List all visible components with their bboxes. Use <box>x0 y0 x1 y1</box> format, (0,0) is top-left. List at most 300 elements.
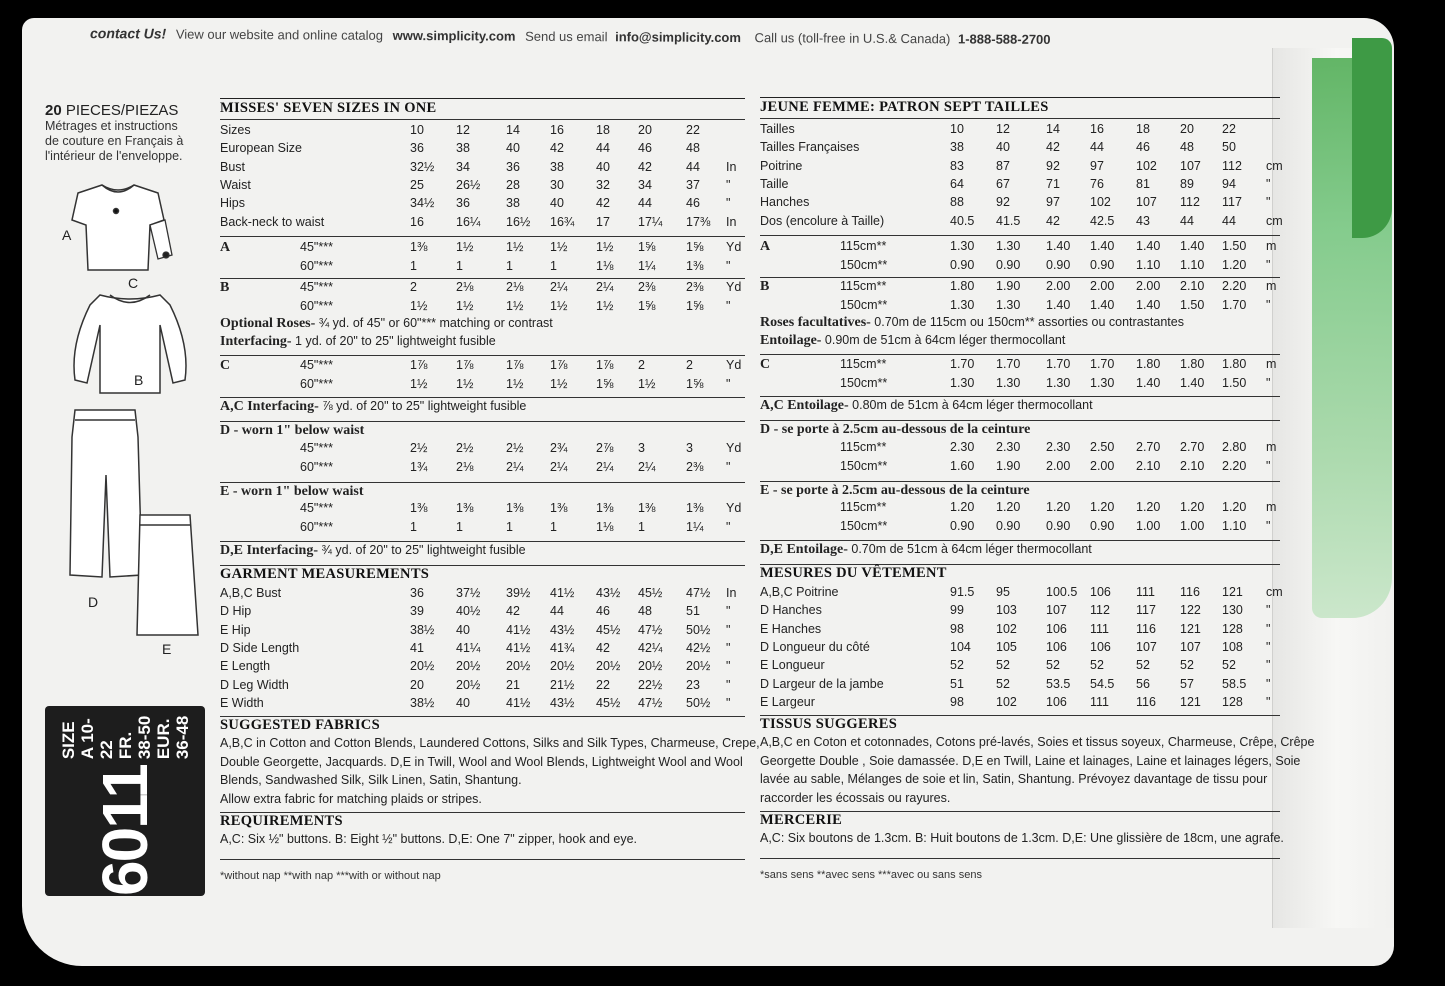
en-yardage-c-unit: " <box>726 376 731 391</box>
fr-yardage-b-cell: 1.40 <box>1090 297 1115 312</box>
fr-garment-cell: 106 <box>1090 585 1111 599</box>
fr-yardage-c-cell: 1.70 <box>950 357 975 371</box>
fr-sizes-cell: 43 <box>1136 213 1150 228</box>
en-garment-unit: " <box>726 604 731 619</box>
en-garment-cell: 21½ <box>550 677 575 692</box>
en-garment-unit: " <box>726 640 731 655</box>
view-label-e: E <box>162 641 172 657</box>
fr-garment-row <box>760 585 1300 603</box>
en-yardage-d-cell: 2⅜ <box>686 459 704 474</box>
fr-yardage-e-cell: 1.20 <box>1090 500 1115 514</box>
en-sizes-row <box>220 160 760 178</box>
fr-sizes-cell: 87 <box>996 158 1010 173</box>
fr-sizes-cell: 20 <box>1180 122 1194 136</box>
fr-yardage-d-cell: 2.50 <box>1090 440 1115 454</box>
fr-yardage-a-row <box>760 258 1300 276</box>
fr-yardage-a-unit: m <box>1266 239 1277 253</box>
email-link[interactable]: info@simplicity.com <box>615 29 742 46</box>
fr-sizes-cell: 14 <box>1046 122 1060 136</box>
fr-garment-cell: 102 <box>996 694 1017 709</box>
fr-garment-cell: 116 <box>1136 621 1156 636</box>
fr-garment-cell: 102 <box>996 621 1017 636</box>
fr-title: JEUNE FEMME: PATRON SEPT TAILLES <box>760 97 1280 116</box>
fr-sizes-cell: 92 <box>996 195 1010 210</box>
fr-d-heading: D - se porte à 2.5cm au-dessous de la ceinture <box>760 422 1031 437</box>
fr-gm-heading: MESURES DU VÊTEMENT <box>760 565 947 581</box>
fr-yardage-d-cell: 2.10 <box>1180 458 1205 473</box>
en-garment-cell: 39 <box>410 604 424 619</box>
fr-sizes-cell: 76 <box>1090 176 1104 191</box>
fr-yardage-d-cell: 2.30 <box>1046 440 1071 454</box>
en-rule-ac <box>220 397 745 398</box>
en-yardage-b-cell: 2⅜ <box>686 280 704 294</box>
fr-yardage-a-cell: 1.40 <box>1180 239 1205 253</box>
en-sizes-label: Bust <box>220 159 246 174</box>
en-yardage-e-cell: 1⅜ <box>456 501 474 515</box>
fr-garment-cell: 121 <box>1180 694 1201 709</box>
fr-garment-cell: 116 <box>1180 585 1200 599</box>
fr-garment-label: A,B,C Poitrine <box>760 585 839 599</box>
fr-yardage-a-cell: 1.40 <box>1136 239 1161 253</box>
en-fabrics-line: A,B,C in Cotton and Cotton Blends, Laundered Cottons, Silks and Silk Types, Charmeuse, Crepe, <box>220 736 760 750</box>
en-sizes-cell: 25 <box>410 177 424 192</box>
fr-yardage-e-cell: 1.20 <box>950 500 975 514</box>
en-garment-cell: 41½ <box>506 622 531 637</box>
fr-yardage-c-width: 115cm** <box>840 357 887 371</box>
fr-garment-label: E Largeur <box>760 694 815 709</box>
fr-garment-unit: cm <box>1266 585 1283 599</box>
view-label-d: D <box>88 594 99 610</box>
en-yardage-c-cell: 1⅝ <box>686 376 704 391</box>
en-sizes-cell: 44 <box>638 196 652 211</box>
fr-sizes-row <box>760 122 1300 140</box>
fr-garment-cell: 128 <box>1222 694 1243 709</box>
en-sizes-cell: 32 <box>596 177 610 192</box>
en-fabrics-line: Blends, Sandwashed Silk, Silk Linen, Satin, Shantung. <box>220 773 522 787</box>
en-yardage-d-cell: 2½ <box>506 441 524 455</box>
en-yardage-d-cell: 2¼ <box>506 459 524 474</box>
fr-sizes-cell: 102 <box>1090 195 1111 210</box>
en-sizes-cell: 10 <box>410 123 424 137</box>
fr-yardage-c-cell: 1.40 <box>1180 375 1205 390</box>
en-garment-cell: 20½ <box>456 659 481 674</box>
fr-garment-label: E Hanches <box>760 621 822 636</box>
fr-yardage-e-cell: 1.20 <box>1136 500 1161 514</box>
fr-yardage-b-view: B <box>760 279 770 294</box>
fr-garment-cell: 106 <box>1046 621 1067 636</box>
fr-garment-cell: 107 <box>1136 639 1157 654</box>
fr-yardage-e-cell: 1.10 <box>1222 518 1247 533</box>
fr-yardage-c-row <box>760 376 1300 394</box>
fr-sizes-cell: 97 <box>1046 195 1060 210</box>
fr-sizes-cell: 16 <box>1090 122 1104 136</box>
fr-yardage-a-cell: 1.30 <box>950 239 975 253</box>
en-sizes-cell: 17 <box>596 214 610 229</box>
fr-garment-cell: 51 <box>950 676 964 691</box>
fr-sizes-cell: 88 <box>950 195 964 210</box>
fr-yardage-d-unit: m <box>1266 440 1277 454</box>
fr-garment-unit: " <box>1266 676 1271 691</box>
en-yardage-e-row <box>220 501 760 519</box>
en-garment-cell: 42¼ <box>638 640 663 655</box>
en-yardage-a-cell: 1⅜ <box>686 258 704 273</box>
en-yardage-b-cell: 1½ <box>506 298 524 313</box>
en-garment-label: D Hip <box>220 604 252 619</box>
fr-garment-cell: 56 <box>1136 676 1150 691</box>
en-sizes-label: Hips <box>220 196 246 211</box>
en-yardage-a-view: A <box>220 240 231 255</box>
fr-sizes-cell: 10 <box>950 122 964 136</box>
fr-yardage-b-cell: 2.00 <box>1046 279 1071 293</box>
fr-yardage-c-cell: 1.70 <box>996 357 1021 371</box>
fr-interfacing-note: Entoilage- 0.90m de 51cm à 64cm léger thermocollant <box>760 333 1066 348</box>
en-garment-cell: 50½ <box>686 622 711 637</box>
en-yardage-e-row <box>220 520 760 538</box>
fr-garment-cell: 52 <box>1046 658 1060 673</box>
en-yardage-a-cell: 1⅜ <box>410 240 428 254</box>
en-sizes-unit: In <box>726 214 737 229</box>
en-sizes-cell: 36 <box>506 159 520 174</box>
en-sizes-cell: 12 <box>456 123 470 137</box>
en-yardage-e-cell: 1⅜ <box>410 501 428 515</box>
en-yardage-c-cell: 1⅞ <box>506 358 524 372</box>
fr-sizes-row <box>760 140 1300 158</box>
fr-yardage-b-cell: 1.40 <box>1136 297 1161 312</box>
fr-sizes-cell: 22 <box>1222 122 1236 136</box>
fr-garment-cell: 53.5 <box>1046 676 1071 691</box>
en-yardage-c-cell: 1½ <box>638 376 656 391</box>
en-sizes-cell: 40 <box>596 159 610 174</box>
view-text: View our website and online catalog <box>175 26 384 43</box>
fr-garment-cell: 106 <box>1090 639 1111 654</box>
fr-garment-cell: 57 <box>1180 676 1194 691</box>
en-garment-row <box>220 641 760 659</box>
fr-yardage-a-cell: 1.10 <box>1180 257 1205 272</box>
fr-garment-cell: 104 <box>950 639 971 654</box>
fr-yardage-e-cell: 1.20 <box>1180 500 1205 514</box>
fr-sizes-cell: 117 <box>1222 195 1242 210</box>
fr-yardage-b-cell: 1.30 <box>950 297 975 312</box>
en-yardage-c-cell: 1⅞ <box>596 358 614 372</box>
fr-garment-row <box>760 677 1300 695</box>
en-yardage-b-width: 60"*** <box>300 298 333 313</box>
fr-req-heading: MERCERIE <box>760 812 843 828</box>
fr-yardage-e-width: 150cm** <box>840 518 888 533</box>
fr-yardage-c-cell: 1.30 <box>1046 375 1071 390</box>
fr-sizes-row <box>760 177 1300 195</box>
fr-garment-cell: 98 <box>950 621 964 636</box>
en-yardage-c-cell: 1⅞ <box>456 358 474 372</box>
en-garment-cell: 22½ <box>638 677 663 692</box>
fr-yardage-a-cell: 0.90 <box>1046 257 1071 272</box>
fr-yardage-d-cell: 2.30 <box>996 440 1021 454</box>
en-sizes-cell: 22 <box>686 123 700 137</box>
en-sizes-cell: 46 <box>686 196 700 211</box>
fr-yardage-c-cell: 1.80 <box>1180 357 1205 371</box>
en-yardage-e-cell: 1⅜ <box>506 501 524 515</box>
fr-sizes-cell: 107 <box>1136 195 1157 210</box>
en-sizes-label: Sizes <box>220 123 251 137</box>
fr-yardage-c-cell: 1.80 <box>1136 357 1161 371</box>
fr-sizes-cell: 42 <box>1046 140 1060 155</box>
en-yardage-d-row <box>220 441 760 459</box>
en-yardage-d-width: 45"*** <box>300 441 333 455</box>
french-instructions-note: Métrages et instructions de couture en Français à l'intérieur de l'enveloppe. <box>45 119 184 163</box>
en-sizes-cell: 34 <box>456 159 470 174</box>
en-yardage-b-cell: 1½ <box>410 298 428 313</box>
fr-sizes-cell: 48 <box>1180 140 1194 155</box>
fr-garment-row <box>760 658 1300 676</box>
en-yardage-a-cell: 1½ <box>506 240 524 254</box>
en-gm-heading: GARMENT MEASUREMENTS <box>220 566 430 582</box>
en-garment-cell: 43½ <box>550 622 575 637</box>
en-garment-cell: 38½ <box>410 622 435 637</box>
en-yardage-b-row <box>220 280 760 298</box>
fr-garment-cell: 107 <box>1180 639 1201 654</box>
fr-sizes-cell: 64 <box>950 176 964 191</box>
fr-garment-cell: 116 <box>1136 694 1156 709</box>
en-garment-label: D Side Length <box>220 640 300 655</box>
fr-yardage-c-cell: 1.70 <box>1090 357 1115 371</box>
fr-sizes-cell: 112 <box>1222 158 1242 173</box>
fr-yardage-b-cell: 1.90 <box>996 279 1021 293</box>
fr-garment-cell: 98 <box>950 694 964 709</box>
en-sizes-label: Waist <box>220 177 251 192</box>
en-yardage-c-cell: 1⅞ <box>410 358 428 372</box>
fr-yardage-b-cell: 1.40 <box>1046 297 1071 312</box>
fr-sizes-unit: " <box>1266 176 1271 191</box>
en-garment-unit: " <box>726 659 731 674</box>
fr-garment-unit: " <box>1266 603 1271 618</box>
view-c-sleeve-sketch <box>150 220 172 259</box>
en-fabrics-line: Allow extra fabric for matching plaids or stripes. <box>220 791 482 806</box>
en-sizes-unit: " <box>726 196 731 211</box>
en-yardage-a-unit: Yd <box>726 240 742 254</box>
en-yardage-d-cell: 3 <box>638 441 645 455</box>
en-garment-cell: 21 <box>506 677 520 692</box>
en-sizes-cell: 32½ <box>410 159 435 174</box>
fr-garment-row <box>760 695 1300 713</box>
en-garment-cell: 39½ <box>506 586 531 600</box>
en-yardage-b-cell: 2⅛ <box>506 280 524 294</box>
en-sizes-cell: 17¼ <box>638 214 663 229</box>
en-yardage-e-cell: 1⅛ <box>596 519 614 534</box>
fr-yardage-e-cell: 0.90 <box>1090 518 1115 533</box>
fr-sizes-cell: 89 <box>1180 176 1194 191</box>
en-garment-cell: 41¾ <box>550 640 575 655</box>
fr-yardage-a-cell: 0.90 <box>950 257 975 272</box>
en-garment-cell: 20½ <box>506 659 531 674</box>
fr-garment-cell: 91.5 <box>950 585 975 599</box>
fr-garment-cell: 54.5 <box>1090 676 1115 691</box>
en-garment-cell: 41½ <box>550 586 575 600</box>
fr-rule-d <box>760 420 1280 421</box>
fr-yardage-e-width: 115cm** <box>840 500 887 514</box>
en-sizes-cell: 18 <box>596 123 610 137</box>
fr-size-range: FR. 38-50 <box>115 715 154 760</box>
en-yardage-e-unit: " <box>726 519 731 534</box>
fr-sizes-cell: 44 <box>1180 213 1194 228</box>
en-sizes-cell: 42 <box>550 141 564 156</box>
en-garment-row <box>220 586 760 604</box>
en-sizes-cell: 44 <box>596 141 610 156</box>
en-rule-foot <box>220 859 745 860</box>
en-rule-a <box>220 236 745 237</box>
en-garment-unit: " <box>726 622 731 637</box>
fr-yardage-e-cell: 1.20 <box>996 500 1021 514</box>
en-sizes-cell: 16 <box>550 123 564 137</box>
en-yardage-c-unit: Yd <box>726 358 742 372</box>
fr-garment-cell: 52 <box>1136 658 1150 673</box>
fr-yardage-d-width: 115cm** <box>840 440 887 454</box>
send-text: Send us email <box>525 28 608 45</box>
fr-sizes-cell: 83 <box>950 158 964 173</box>
en-garment-row <box>220 678 760 696</box>
en-garment-cell: 41¼ <box>456 640 481 655</box>
fr-garment-label: E Longueur <box>760 658 825 673</box>
en-garment-cell: 45½ <box>638 586 663 600</box>
en-garment-cell: 36 <box>410 586 424 600</box>
fr-sizes-unit: " <box>1266 195 1271 210</box>
en-sizes-cell: 34 <box>638 177 652 192</box>
fr-sizes-cell: 41.5 <box>996 213 1021 228</box>
en-yardage-d-row <box>220 460 760 478</box>
fr-yardage-a-cell: 1.20 <box>1222 257 1247 272</box>
en-yardage-b-cell: 1½ <box>456 298 474 313</box>
website-link[interactable]: www.simplicity.com <box>392 27 516 44</box>
en-garment-cell: 20½ <box>550 659 575 674</box>
fr-garment-cell: 111 <box>1090 694 1110 709</box>
en-garment-cell: 46 <box>596 604 610 619</box>
fr-yardage-c-row <box>760 357 1300 375</box>
fr-yardage-e-cell: 1.00 <box>1136 518 1161 533</box>
en-yardage-b-view: B <box>220 280 230 295</box>
fr-title-rule <box>760 118 1280 119</box>
fr-garment-row <box>760 603 1300 621</box>
fr-garment-cell: 122 <box>1180 603 1201 618</box>
en-yardage-a-cell: 1⅝ <box>638 240 656 254</box>
fr-garment-cell: 52 <box>996 658 1010 673</box>
en-garment-cell: 20½ <box>638 659 663 674</box>
en-yardage-d-cell: 2⅛ <box>456 459 474 474</box>
fr-yardage-d-cell: 2.00 <box>1046 458 1071 473</box>
en-garment-label: D Leg Width <box>220 677 289 692</box>
en-sizes-cell: 36 <box>456 196 470 211</box>
phone-number: 1-888-588-2700 <box>957 31 1051 47</box>
fr-yardage-c-view: C <box>760 357 771 372</box>
en-yardage-c-width: 60"*** <box>300 376 333 391</box>
en-yardage-c-cell: 2 <box>638 358 645 372</box>
call-text: Call us (toll-free in U.S.& Canada) <box>754 30 951 47</box>
fr-rule-ac <box>760 396 1280 397</box>
en-garment-cell: 23 <box>686 677 700 692</box>
en-sizes-cell: 16¾ <box>550 214 575 229</box>
en-yardage-c-cell: 1½ <box>456 376 474 391</box>
fr-garment-cell: 103 <box>996 603 1017 618</box>
en-yardage-e-cell: 1⅜ <box>686 501 704 515</box>
en-sizes-cell: 40 <box>550 196 564 211</box>
fr-yardage-c-cell: 1.50 <box>1222 375 1247 390</box>
en-yardage-b-cell: 1⅝ <box>686 298 704 313</box>
en-yardage-a-cell: 1½ <box>596 240 614 254</box>
fr-yardage-c-unit: " <box>1266 375 1271 390</box>
en-yardage-c-cell: 1⅝ <box>596 376 614 391</box>
fr-sizes-row <box>760 159 1300 177</box>
fr-yardage-a-cell: 1.50 <box>1222 239 1247 253</box>
en-rule-de <box>220 541 745 542</box>
fr-yardage-d-cell: 2.10 <box>1136 458 1161 473</box>
en-garment-unit: In <box>726 586 737 600</box>
fr-yardage-e-cell: 0.90 <box>1046 518 1071 533</box>
en-yardage-a-cell: 1⅛ <box>596 258 614 273</box>
en-garment-row <box>220 604 760 622</box>
en-garment-cell: 47½ <box>638 622 663 637</box>
fr-garment-cell: 99 <box>950 603 964 618</box>
fr-sizes-cell: 40 <box>996 140 1010 155</box>
fr-garment-cell: 117 <box>1136 603 1156 618</box>
fr-yardage-e-cell: 1.00 <box>1180 518 1205 533</box>
fr-yardage-d-cell: 2.30 <box>950 440 975 454</box>
fr-requirements: A,C: Six boutons de 1.3cm. B: Huit boutons de 1.3cm. D,E: Une glissière de 18cm, une agrafe. <box>760 831 1284 845</box>
en-yardage-d-width: 60"*** <box>300 459 333 474</box>
en-sizes-cell: 40 <box>506 141 520 156</box>
en-yardage-d-unit: Yd <box>726 441 742 455</box>
en-garment-cell: 51 <box>686 604 700 619</box>
fr-yardage-b-cell: 2.10 <box>1180 279 1205 293</box>
fr-yardage-e-row <box>760 519 1300 537</box>
fr-rule-de <box>760 540 1280 541</box>
fr-yardage-a-cell: 1.40 <box>1090 239 1115 253</box>
fr-yardage-d-row <box>760 459 1300 477</box>
en-yardage-d-cell: 2¼ <box>638 459 656 474</box>
en-yardage-a-unit: " <box>726 258 731 273</box>
fr-fabrics-line: A,B,C en Coton et cotonnades, Cotons pré-lavés, Soies et tissus soyeux, Charmeuse, Crêpe, Crêpe <box>760 735 1315 749</box>
en-sizes-cell: 14 <box>506 123 520 137</box>
fr-garment-cell: 108 <box>1222 639 1243 654</box>
fr-yardage-a-width: 150cm** <box>840 257 888 272</box>
fr-ac-interfacing-note: A,C Entoilage- 0.80m de 51cm à 64cm léger thermocollant <box>760 398 1093 413</box>
en-garment-row <box>220 623 760 641</box>
fr-sizes-cell: 46 <box>1136 140 1150 155</box>
en-ac-interfacing-note: A,C Interfacing- ⅞ yd. of 20" to 25" lightweight fusible <box>220 399 527 414</box>
fr-rule-foot <box>760 858 1280 859</box>
en-e-heading: E - worn 1" below waist <box>220 484 364 499</box>
fr-fabrics-line: lavée au sable, Mélanges de soie et lin, Satin, Shantung. Prévoyez davantage de tissu pour <box>760 772 1268 786</box>
en-garment-cell: 38½ <box>410 695 435 710</box>
fr-sizes-cell: 42 <box>1046 213 1060 228</box>
en-sizes-row <box>220 196 760 214</box>
fr-yardage-b-cell: 1.70 <box>1222 297 1247 312</box>
fr-yardage-b-cell: 1.80 <box>950 279 975 293</box>
fr-sizes-label: Taille <box>760 176 789 191</box>
en-sizes-cell: 37 <box>686 177 700 192</box>
fr-sizes-label: Hanches <box>760 195 810 210</box>
fr-de-interfacing-note: D,E Entoilage- 0.70m de 51cm à 64cm léger thermocollant <box>760 542 1092 557</box>
en-yardage-b-unit: " <box>726 298 731 313</box>
en-yardage-a-cell: 1½ <box>550 240 568 254</box>
contact-heading: contact Us! <box>89 25 167 42</box>
en-req-heading: REQUIREMENTS <box>220 813 343 829</box>
fr-garment-cell: 58.5 <box>1222 676 1247 691</box>
en-sizes-cell: 38 <box>456 141 470 156</box>
fr-sizes-label: Tailles <box>760 122 795 136</box>
size-range: SIZE A 10-22 <box>58 718 116 760</box>
en-garment-cell: 20 <box>410 677 424 692</box>
en-sizes-unit: In <box>726 159 737 174</box>
en-garment-label: E Hip <box>220 622 251 637</box>
en-interfacing-note: Interfacing- 1 yd. of 20" to 25" lightweight fusible <box>220 334 496 349</box>
en-yardage-d-cell: 2½ <box>410 441 428 455</box>
